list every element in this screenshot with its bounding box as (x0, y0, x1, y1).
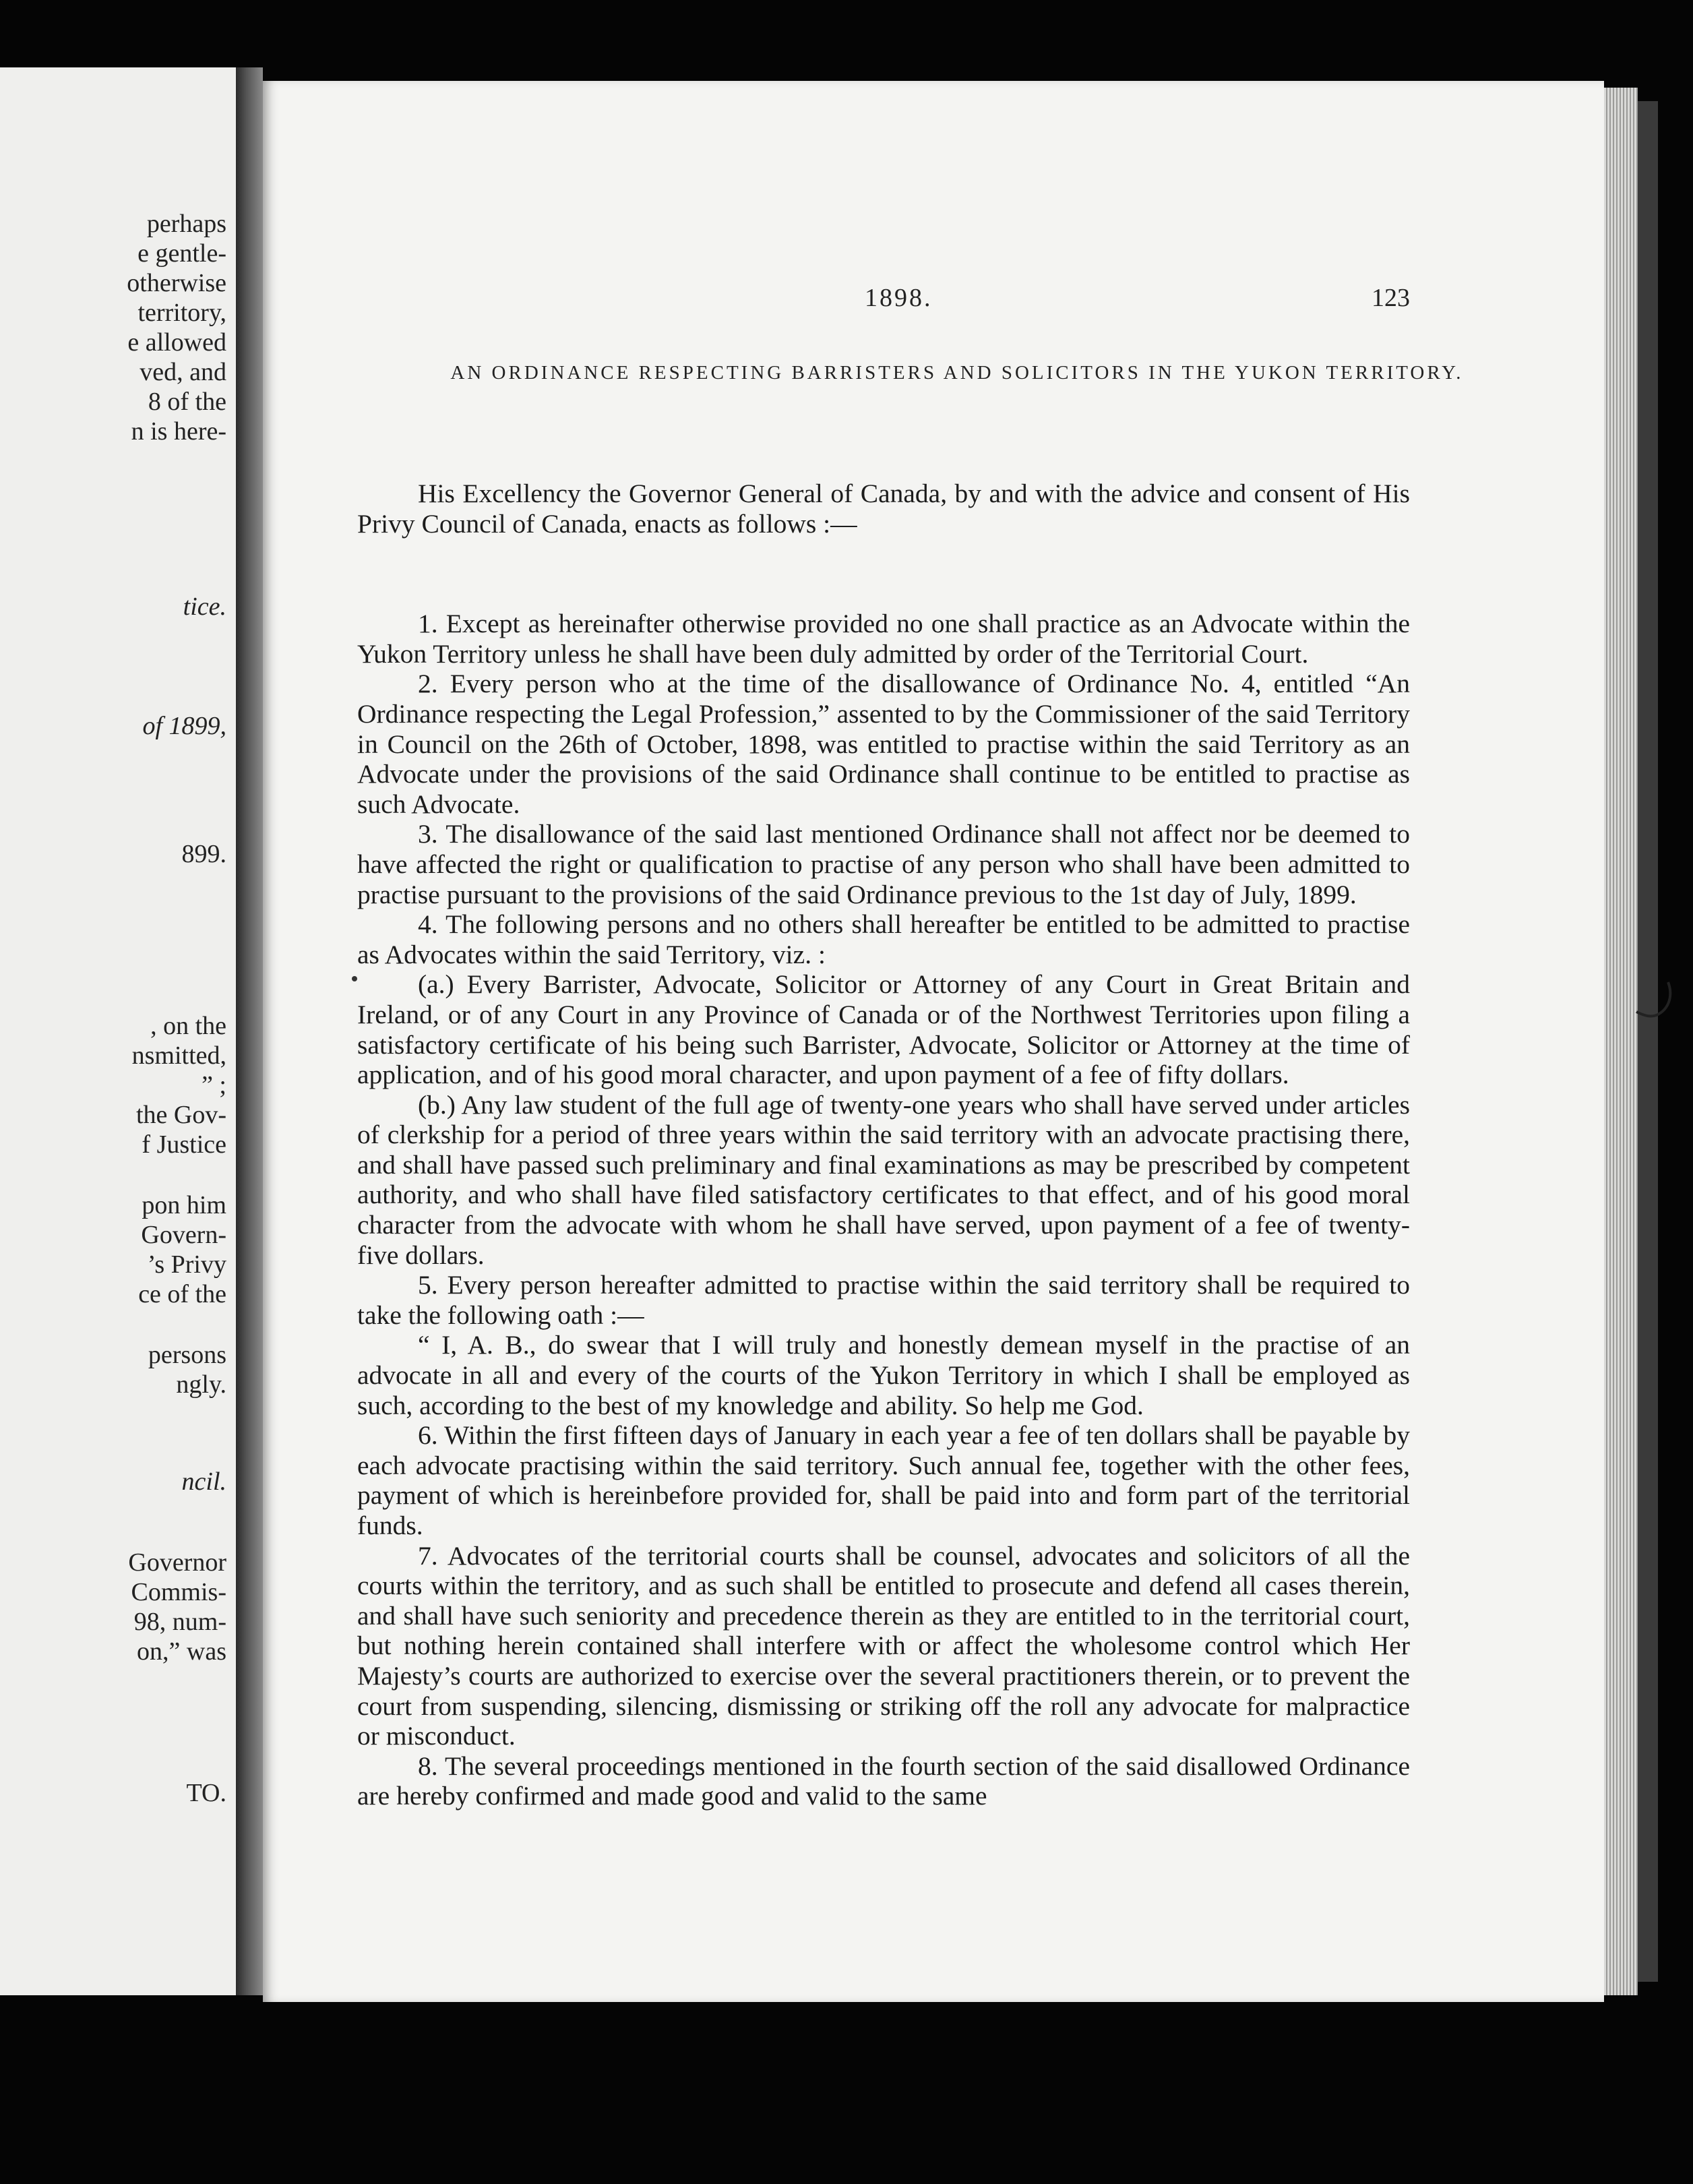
left-page-fragment: tice. (183, 593, 226, 621)
left-page-fragment: n is here- (131, 417, 226, 446)
section-6: 6. Within the first fifteen days of January in each year a fee of ten dollars shall be payable by each advocate practising within the said territory. Such annual fee, together with the other fees, payment of which is hereinbefore provided for, shall be paid into and form part of the territorial funds. (357, 1420, 1410, 1540)
left-page-fragment: ved, and (140, 358, 226, 386)
section-8: 8. The several proceedings mentioned in the fourth section of the said disallowed Ordinance are hereby confirmed and made good and valid to the same (357, 1751, 1410, 1811)
section-3: 3. The disallowance of the said last mentioned Ordinance shall not affect nor be deemed to have affected the right or qualification to practise of any person who shall have been admitted to practise pursuant to the provisions of the said Ordinance previous to the 1st day of July, 1899. (357, 819, 1410, 909)
left-page-fragment: 899. (181, 840, 226, 868)
left-page-fragment: of 1899, (142, 712, 226, 740)
left-page-fragment: ’s Privy (147, 1250, 226, 1279)
left-page-fragment: e gentle- (137, 239, 226, 268)
document-page (263, 81, 1604, 2002)
section-2: 2. Every person who at the time of the disallowance of Ordinance No. 4, entitled “An Ordinance respecting the Legal Profession,” assented to by the Commissioner of the said Territory in Council on the 26th of October, 1898, was entitled to practise within the said Territory as an Advocate under the provisions of the said Ordinance shall continue to be entitled to practise as such Advocate. (357, 669, 1410, 819)
book-cover-edge (1638, 101, 1658, 1982)
left-page-fragment: Governor (128, 1548, 226, 1577)
margin-pencil-mark (1631, 981, 1678, 1021)
left-page-fragment: 98, num- (133, 1608, 226, 1636)
margin-dot (352, 976, 357, 981)
book-gutter (236, 67, 263, 1995)
left-page-fragment: nsmitted, (131, 1041, 226, 1070)
header-year: 1898. (865, 284, 933, 312)
left-page-fragment: f Justice (142, 1130, 226, 1159)
left-page-fragment: the Gov- (135, 1101, 226, 1129)
ordinance-body (357, 479, 1410, 1811)
page-stack-edge (1604, 88, 1638, 1995)
section-4-a: (a.) Every Barrister, Advocate, Solicitor or Attorney of any Court in Great Britain and Ireland, or of any Court in any Province of Canada or of the Northwest Territories upon filing a satisfactory certificate of his being such Barrister, Advocate, Solicitor or Attorney at the time of application, and of his good moral character, and upon payment of a fee of fifty dollars. (357, 969, 1410, 1090)
section-4-b: (b.) Any law student of the full age of twenty-one years who shall have served under articles of clerkship for a period of three years within the said territory with an advocate practising there, and shall have passed such preliminary and final examinations as may be prescribed by competent authority, and who shall have filed satisfactory certificates to that effect, and of his good moral character from the advocate with whom he shall have served, upon payment of a fee of twenty-five dollars. (357, 1089, 1410, 1270)
left-page-fragment: TO. (186, 1779, 226, 1807)
left-page-fragment: Commis- (131, 1578, 226, 1606)
left-page-fragment: ngly. (176, 1370, 226, 1399)
oath: “ I, A. B., do swear that I will truly and honestly demean myself in the practise of an advocate in all and every of the courts of the Yukon Territory in which I shall be employed as such, according to the best of my knowledge and ability. So help me God. (357, 1330, 1410, 1420)
left-page-fragment: on,” was (137, 1637, 226, 1666)
ordinance-title: AN ORDINANCE RESPECTING BARRISTERS AND SOLICITORS IN THE YUKON TERRITORY. (450, 362, 1464, 384)
left-page-fragment: 8 of the (148, 388, 226, 416)
left-page-fragment: , on the (150, 1012, 226, 1040)
left-page-fragment: otherwise (127, 269, 226, 297)
left-page-fragment: pon him (142, 1191, 226, 1219)
preamble: His Excellency the Governor General of Canada, by and with the advice and consent of His Privy Council of Canada, enacts as follows :— (357, 479, 1410, 539)
section-1: 1. Except as hereinafter otherwise provided no one shall practice as an Advocate within the Yukon Territory unless he shall have been duly admitted by order of the Territorial Court. (357, 609, 1410, 669)
left-page-fragment: e allowed (127, 328, 226, 357)
section-4: 4. The following persons and no others shall hereafter be entitled to be admitted to practise as Advocates within the said Territory, viz. : (357, 909, 1410, 969)
left-page-fragment: Govern- (141, 1221, 226, 1249)
left-page-fragment: ncil. (181, 1467, 226, 1496)
left-page-fragment: territory, (137, 299, 226, 327)
left-page-fragment: persons (148, 1341, 226, 1369)
left-page-fragment: ce of the (138, 1280, 226, 1308)
left-page-fragment: ” ; (202, 1071, 226, 1099)
section-7: 7. Advocates of the territorial courts shall be counsel, advocates and solicitors of all the courts within the territory, and as such shall be entitled to prosecute and defend all cases therein, and shall have such seniority and precedence therein as they are entitled to in the territorial court, but nothing herein contained shall interfere with or affect the wholesome control which Her Majesty’s courts are authorized to exercise over the several practitioners therein, or to prevent the court from suspending, silencing, dismissing or striking off the roll any advocate for malpractice or misconduct. (357, 1540, 1410, 1751)
left-page-fragment: perhaps (146, 210, 226, 238)
section-5: 5. Every person hereafter admitted to practise within the said territory shall be required to take the following oath :— (357, 1270, 1410, 1330)
previous-page-fragment (0, 67, 236, 1995)
running-header (263, 283, 1604, 317)
page-number: 123 (1372, 284, 1410, 312)
